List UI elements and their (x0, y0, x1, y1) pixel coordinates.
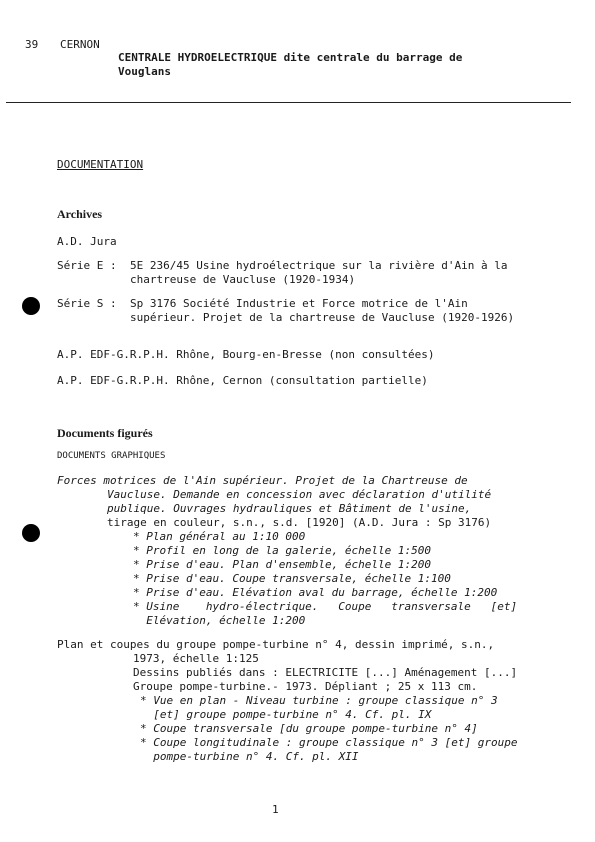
entry1-line2: Vaucluse. Demande en concession avec déclaration d'utilité (107, 488, 492, 501)
entry1-line1: Forces motrices de l'Ain supérieur. Projet de la Chartreuse de (57, 474, 468, 487)
entry2-line3: Dessins publiés dans : ELECTRICITE [...] Aménagement [...] (133, 666, 518, 679)
entry2-line2: 1973, échelle 1:125 (133, 652, 259, 665)
entry1-line4: tirage en couleur, s.n., s.d. [1920] (A.D. Jura : Sp 3176) (107, 516, 492, 529)
entry1-item: * Usine hydro-électrique. Coupe transversale [et] (133, 600, 518, 613)
document-title-line2: Vouglans (118, 65, 171, 78)
entry1-item: * Prise d'eau. Coupe transversale, échelle 1:100 (133, 572, 451, 585)
serie-s-line1: Sp 3176 Société Industrie et Force motrice de l'Ain (130, 297, 468, 310)
documents-figures-heading: Documents figurés (57, 426, 153, 440)
entry1-line3: publique. Ouvrages hydrauliques et Bâtiment de l'usine, (107, 502, 472, 515)
entry1-item: * Prise d'eau. Elévation aval du barrage, échelle 1:200 (133, 586, 498, 599)
documents-graphiques-subheading: DOCUMENTS GRAPHIQUES (57, 451, 166, 461)
page-ref: 39 (25, 38, 39, 51)
entry1-item: * Prise d'eau. Plan d'ensemble, échelle 1:200 (133, 558, 432, 571)
punch-hole-mark (22, 297, 40, 315)
entry2-item: [et] groupe pompe-turbine n° 4. Cf. pl. IX (140, 708, 432, 721)
serie-s-line2: supérieur. Projet de la chartreuse de Vaucluse (1920-1926) (130, 311, 515, 324)
entry1-item: Elévation, échelle 1:200 (133, 614, 306, 627)
entry2-line4: Groupe pompe-turbine.- 1973. Dépliant ; 25 x 113 cm. (133, 680, 478, 693)
entry2-item: * Vue en plan - Niveau turbine : groupe classique n° 3 (140, 694, 498, 707)
archives-source: A.D. Jura (57, 235, 117, 248)
serie-e-label: Série E : (57, 259, 117, 272)
archive-ap-bourg: A.P. EDF-G.R.P.H. Rhône, Bourg-en-Bresse (non consultées) (57, 348, 435, 361)
serie-e-line2: chartreuse de Vaucluse (1920-1934) (130, 273, 356, 286)
entry2-item: * Coupe transversale [du groupe pompe-turbine n° 4] (140, 722, 478, 735)
entry2-item: * Coupe longitudinale : groupe classique n° 3 [et] groupe (140, 736, 518, 749)
punch-hole-mark (22, 524, 40, 542)
header-divider (6, 102, 571, 103)
archive-ap-cernon: A.P. EDF-G.R.P.H. Rhône, Cernon (consultation partielle) (57, 374, 428, 387)
document-title-line1: CENTRALE HYDROELECTRIQUE dite centrale du barrage de (118, 51, 463, 64)
entry2-line1: Plan et coupes du groupe pompe-turbine n° 4, dessin imprimé, s.n., (57, 638, 495, 651)
serie-s-label: Série S : (57, 297, 117, 310)
serie-e-line1: 5E 236/45 Usine hydroélectrique sur la rivière d'Ain à la (130, 259, 508, 272)
entry1-item: * Plan général au 1:10 000 (133, 530, 306, 543)
documentation-heading: DOCUMENTATION (57, 158, 144, 171)
site-name: CERNON (60, 38, 100, 51)
archives-heading: Archives (57, 207, 103, 221)
entry1-item: * Profil en long de la galerie, échelle 1:500 (133, 544, 432, 557)
entry2-item: pompe-turbine n° 4. Cf. pl. XII (140, 750, 359, 763)
page-number: 1 (272, 803, 279, 816)
